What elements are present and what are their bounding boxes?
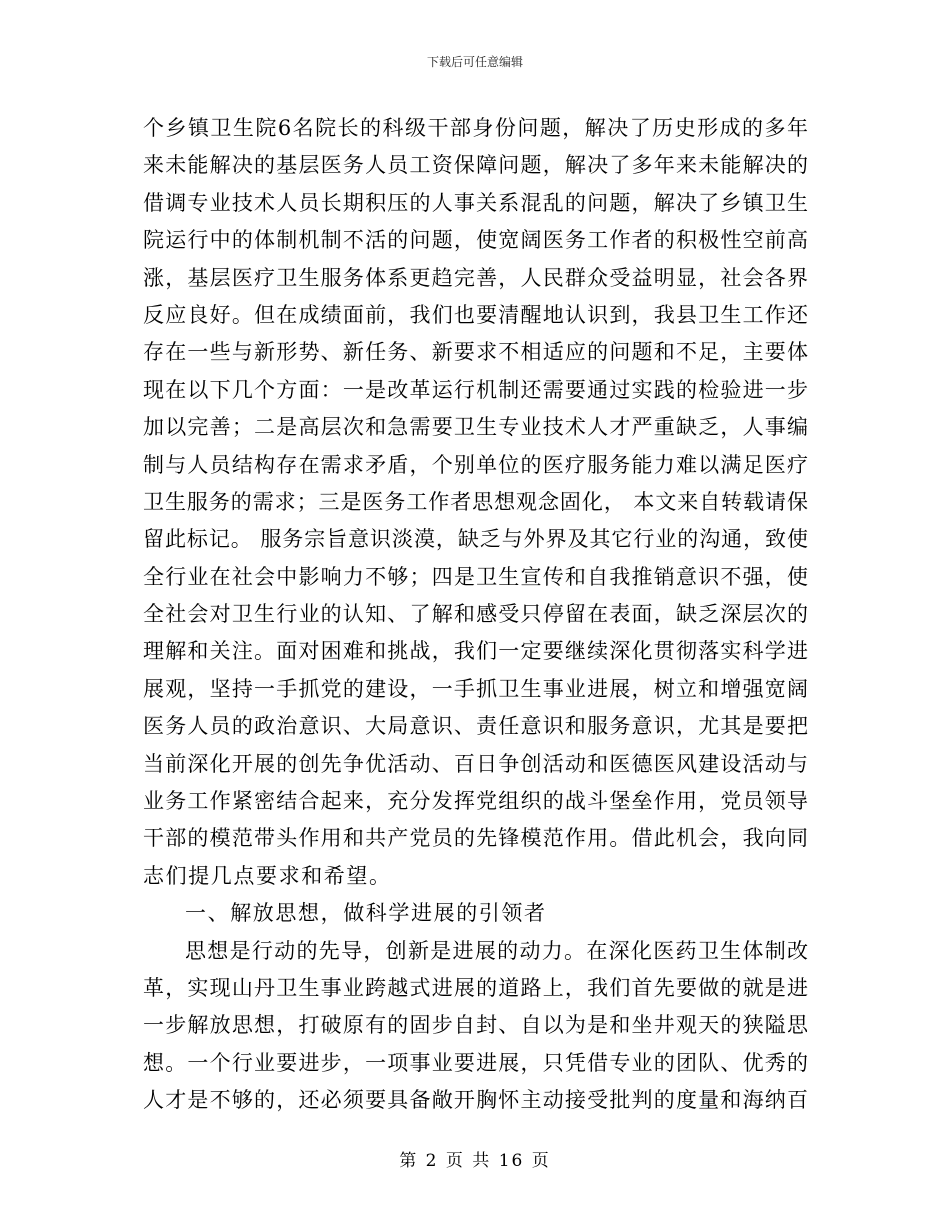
body-line: 制与人员结构存在需求矛盾，个别单位的医疗服务能力难以满足医疗	[143, 452, 808, 477]
document-body	[143, 110, 808, 1120]
body-line: 展观，坚持一手抓党的建设，一手抓卫生事业进展，树立和增强宽阔	[143, 676, 808, 701]
body-line: 存在一些与新形势、新任务、新要求不相适应的问题和不足，主要体	[143, 340, 808, 365]
section-line: 一步解放思想，打破原有的固步自封、自以为是和坐井观天的狭隘思	[143, 1013, 808, 1038]
body-line: 业务工作紧密结合起来，充分发挥党组织的战斗堡垒作用，党员领导	[143, 789, 808, 814]
body-line: 干部的模范带头作用和共产党员的先锋模范作用。借此机会，我向同	[143, 826, 808, 851]
section-heading: 一、解放思想，做科学进展的引领者	[185, 901, 547, 926]
body-line: 医务人员的政治意识、大局意识、责任意识和服务意识，尤其是要把	[143, 714, 808, 739]
body-line: 个乡镇卫生院6名院长的科级干部身份问题，解决了历史形成的多年	[143, 116, 808, 140]
page-number: 第 2 页 共 16 页	[399, 1151, 551, 1171]
body-line: 院运行中的体制机制不活的问题，使宽阔医务工作者的积极性空前高	[143, 228, 808, 253]
body-line: 理解和关注。面对困难和挑战，我们一定要继续深化贯彻落实科学进	[143, 639, 808, 664]
body-line: 借调专业技术人员长期积压的人事关系混乱的问题，解决了乡镇卫生	[143, 190, 808, 215]
body-line: 卫生服务的需求；三是医务工作者思想观念固化， 本文来自转载请保	[143, 489, 808, 514]
section-line: 革，实现山丹卫生事业跨越式进展的道路上，我们首先要做的就是进	[143, 975, 808, 1000]
body-line: 反应良好。但在成绩面前，我们也要清醒地认识到，我县卫生工作还	[143, 302, 808, 327]
body-line: 全社会对卫生行业的认知、了解和感受只停留在表面，缺乏深层次的	[143, 602, 808, 627]
body-line: 留此标记。 服务宗旨意识淡漠，缺乏与外界及其它行业的沟通，致使	[143, 527, 808, 552]
body-line: 现在以下几个方面：一是改革运行机制还需要通过实践的检验进一步	[143, 377, 808, 402]
section-line: 人才是不够的，还必须要具备敞开胸怀主动接受批判的度量和海纳百	[143, 1088, 808, 1113]
section-line: 想。一个行业要进步，一项事业要进展，只凭借专业的团队、优秀的	[143, 1050, 808, 1075]
body-line: 当前深化开展的创先争优活动、百日争创活动和医德医风建设活动与	[143, 751, 808, 776]
body-line: 加以完善；二是高层次和急需要卫生专业技术人才严重缺乏，人事编	[143, 415, 808, 440]
body-line: 涨，基层医疗卫生服务体系更趋完善，人民群众受益明显，社会各界	[143, 265, 808, 290]
page-header: 下载后可任意编辑	[426, 55, 523, 69]
section-line-first: 思想是行动的先导，创新是进展的动力。在深化医药卫生体制改	[185, 938, 808, 963]
body-line: 来未能解决的基层医务人员工资保障问题，解决了多年来未能解决的	[143, 153, 808, 178]
body-line-last: 志们提几点要求和希望。	[143, 863, 392, 888]
body-line: 全行业在社会中影响力不够；四是卫生宣传和自我推销意识不强，使	[143, 564, 808, 589]
